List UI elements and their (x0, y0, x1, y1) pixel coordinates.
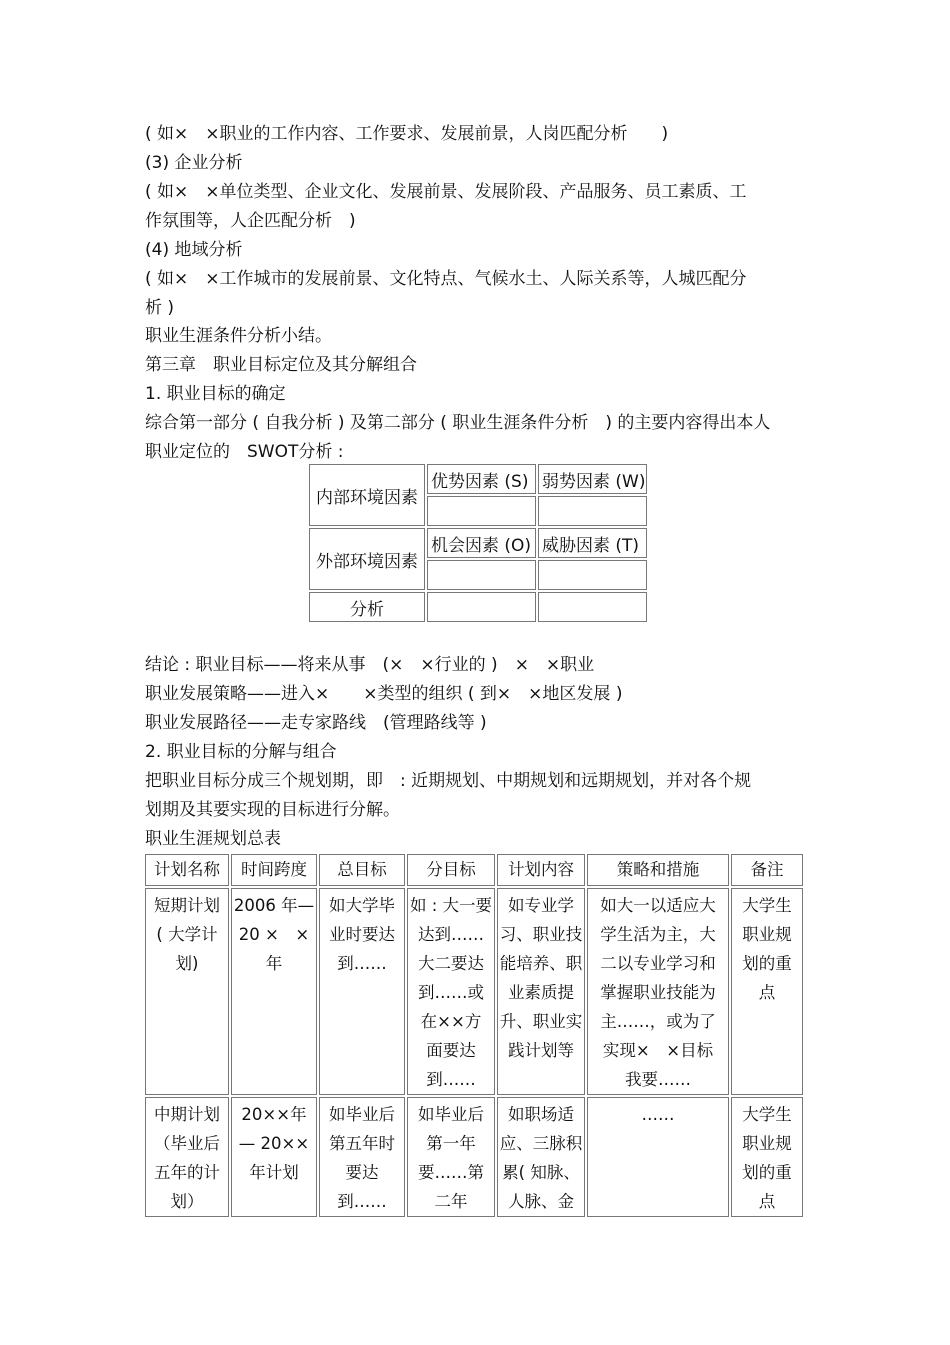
swot-opportunity-cell (427, 560, 536, 590)
table-cell: 如 : 大一要 达到…… 大二要达 到……或 在××方 面要达 到…… (407, 888, 495, 1095)
career-plan-table (143, 852, 805, 1219)
text-line: 职业发展策略——进入× ×类型的组织 ( 到× ×地区发展 ) (145, 684, 623, 704)
text-line: 职业生涯条件分析小结。 (145, 326, 332, 346)
text-line: 职业发展路径——走专家路线 (管理路线等 ) (145, 713, 487, 733)
swot-table (307, 462, 649, 624)
swot-analysis-cell (427, 592, 536, 622)
text-line: 综合第一部分 ( 自我分析 ) 及第二部分 ( 职业生涯条件分析 ) 的主要内容得出本人 (145, 413, 771, 433)
table-cell: 20××年 — 20×× 年计划 (231, 1097, 317, 1217)
table-cell: 如专业学 习、职业技 能培养、职 业素质提 升、职业实 践计划等 (497, 888, 585, 1095)
text-line: (3) 企业分析 (145, 153, 243, 173)
swot-analysis-label: 分析 (309, 592, 425, 622)
table-row (145, 1097, 803, 1217)
section-heading: 1. 职业目标的确定 (145, 384, 286, 404)
header-cell: 备注 (731, 854, 803, 886)
swot-strength-cell (427, 496, 536, 526)
swot-opportunity-label: 机会因素 (O) (427, 528, 536, 558)
table-row (145, 888, 803, 1095)
swot-threat-label: 威胁因素 (T) (538, 528, 647, 558)
header-cell: 计划内容 (497, 854, 585, 886)
swot-strength-label: 优势因素 (S) (427, 464, 536, 494)
table-cell: 如大学毕 业时要达 到…… (319, 888, 405, 1095)
table-caption: 职业生涯规划总表 (145, 829, 281, 849)
header-cell: 时间跨度 (231, 854, 317, 886)
table-cell: 如毕业后 第一年 要……第 二年 (407, 1097, 495, 1217)
table-cell: 中期计划 （毕业后 五年的计 划） (145, 1097, 229, 1217)
text-line: 作氛围等，人企匹配分析 ) (145, 211, 356, 231)
table-cell: 2006 年— 20 × × 年 (231, 888, 317, 1095)
swot-weakness-cell (538, 496, 647, 526)
text-line: ( 如× ×职业的工作内容、工作要求、发展前景，人岗匹配分析 ) (145, 124, 669, 144)
text-line: 把职业目标分成三个规划期，即 : 近期规划、中期规划和远期规划，并对各个规 (145, 771, 752, 791)
table-cell: 短期计划 ( 大学计 划) (145, 888, 229, 1095)
text-line: 析 ) (145, 298, 175, 318)
swot-analysis-cell (538, 592, 647, 622)
section-heading: 2. 职业目标的分解与组合 (145, 742, 337, 762)
header-cell: 分目标 (407, 854, 495, 886)
table-cell: 大学生 职业规 划的重 点 (731, 888, 803, 1095)
text-line: 职业定位的 SWOT分析 : (145, 442, 344, 462)
text-line: (4) 地域分析 (145, 240, 243, 260)
swot-external-label: 外部环境因素 (309, 528, 425, 590)
text-line: ( 如× ×单位类型、企业文化、发展前景、发展阶段、产品服务、员工素质、工 (145, 182, 747, 202)
table-cell: …… (587, 1097, 729, 1217)
conclusion-line: 结论 : 职业目标——将来从事 (× ×行业的 ) × ×职业 (145, 655, 595, 675)
table-cell: 如职场适 应、三脉积 累( 知脉、 人脉、金 (497, 1097, 585, 1217)
text-line: 划期及其要实现的目标进行分解。 (145, 800, 400, 820)
table-cell: 如大一以适应大 学生活为主，大 二以专业学习和 掌握职业技能为 主……，或为了 实现× ×目标 我要…… (587, 888, 729, 1095)
table-cell: 如毕业后 第五年时 要达 到…… (319, 1097, 405, 1217)
header-cell: 计划名称 (145, 854, 229, 886)
swot-threat-cell (538, 560, 647, 590)
header-cell: 策略和措施 (587, 854, 729, 886)
chapter-heading: 第三章 职业目标定位及其分解组合 (145, 355, 417, 375)
table-cell: 大学生 职业规 划的重 点 (731, 1097, 803, 1217)
header-cell: 总目标 (319, 854, 405, 886)
swot-weakness-label: 弱势因素 (W) (538, 464, 647, 494)
text-line: ( 如× ×工作城市的发展前景、文化特点、气候水土、人际关系等，人城匹配分 (145, 269, 747, 289)
swot-internal-label: 内部环境因素 (309, 464, 425, 526)
